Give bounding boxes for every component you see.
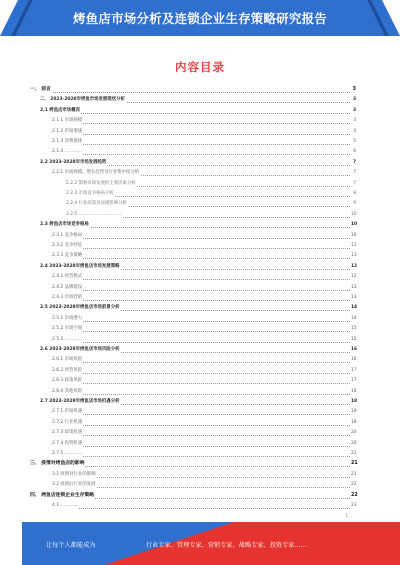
toc-entry-page: 21 [351,451,357,456]
toc-entry-page: 12 [351,274,357,280]
toc-leader-dots [52,238,350,239]
toc-entry-label: 4.1 ………… [52,503,78,508]
toc-entry-label: 2.7.5 ………… [52,451,83,456]
toc-leader-dots [52,435,350,436]
toc-leader-dots [52,414,350,415]
toc-entry[interactable] [30,252,356,260]
toc-entry[interactable] [30,336,356,344]
toc-entry-label: 2.6.3 政策风险 [52,378,83,384]
toc-entry[interactable] [30,128,356,136]
toc-entry-page: 16 [351,347,358,352]
toc-entry[interactable] [30,263,356,271]
toc-entry-page: 10 [351,232,357,238]
toc-entry-label: 四、 烤鱼店连锁企业生存策略 [30,492,95,498]
toc-entry[interactable] [30,294,356,302]
toc-entry[interactable] [30,481,356,489]
toc-entry-label: 2.7.4 投资机遇 [52,440,83,446]
toc-leader-dots [52,342,350,343]
toc-entry-label: 2.1.1 市场规模 [52,118,83,124]
toc-entry[interactable] [30,450,356,458]
toc-leader-dots [52,508,350,509]
toc-entry-label: 3.1 疫情对行业的影响 [52,471,96,477]
toc-entry-page: 14 [351,305,358,311]
toc-entry-page: 4 [351,128,356,136]
toc-entry[interactable] [30,232,356,240]
toc-entry-page: 7 [351,180,356,188]
toc-entry[interactable] [30,221,356,229]
toc-entry-label: 2.2.5 ………………………… [66,211,123,217]
header-right-cut [382,0,400,36]
footer-slogan-left: 让每个人都能成为 [46,542,96,549]
toc-entry-page: 16 [351,357,357,363]
toc-entry-page: 17 [351,367,357,373]
toc-leader-dots [52,425,350,426]
toc-entry-page: 17 [351,378,357,384]
toc-entry[interactable] [30,148,356,156]
toc-entry-label: 2.1.4 ………… [52,149,83,155]
toc-entry-label: 2.6 2023-2028年烤鱼店市场风险分析 [40,347,120,352]
toc-leader-dots [52,290,350,291]
toc-entry-page: 23 [351,503,357,508]
toc-leader-dots [52,477,350,478]
toc-entry-label: 2.7.1 市场机遇 [52,409,83,415]
toc-entry-label: 3.2 疫情后行业的发展 [52,482,96,488]
toc-entry-label: 二、 2023-2028年烤鱼市场发展现状分析 [40,97,125,103]
toc-entry-label: 2.1.3 消费群体 [52,139,83,144]
toc-entry-label: 2.5.2 市场空间 [52,326,83,332]
toc-entry-page: 11 [351,253,357,259]
toc-entry-page: 13 [351,295,357,300]
toc-leader-dots [52,373,350,374]
toc-entry-page: 18 [351,399,358,404]
toc-entry-label: 2.1 烤鱼店市场概况 [40,107,81,113]
toc-entry-page: 3 [351,117,356,125]
toc-entry-page: 7 [351,169,356,177]
toc-leader-dots [52,487,350,488]
toc-entry-page: 22 [351,492,358,498]
toc-entry-page: 5 [351,138,356,146]
toc-entry-page: 8 [351,190,356,198]
toc-entry[interactable] [30,284,356,292]
toc-entry-page: 18 [351,388,357,394]
toc-entry[interactable] [30,460,356,468]
toc-entry-page: 11 [351,243,357,248]
toc-leader-dots [52,394,350,395]
toc-entry-page: 10 [351,211,357,217]
toc-leader-dots [52,446,350,447]
toc-entry[interactable] [30,273,356,281]
toc-entry[interactable] [30,325,356,333]
toc-entry-page: 3 [352,87,356,92]
toc-entry-page: 10 [351,222,358,228]
toc-entry-label: 2.4.1 经营模式 [52,274,83,280]
toc-entry[interactable] [30,304,356,312]
toc-entry-label: 2.3.3 竞争策略 [52,253,83,259]
toc-entry-label: 2.6.2 经营风险 [52,367,83,373]
toc-entry-label: 2.7 2023-2028年烤鱼店市场机遇分析 [40,399,120,404]
footer-slogan-right: 行业专家、管理专家、营销专家、战略专家、投资专家…… [146,542,307,549]
toc-leader-dots [52,362,350,363]
toc-entry[interactable] [30,190,356,198]
toc-entry-page: 14 [351,315,357,321]
toc-entry-label: 2.4.3 市场营销 [52,295,83,300]
toc-entry[interactable] [30,492,356,500]
toc-entry-label: 2.3 烤鱼店市场竞争格局 [40,222,89,228]
toc-entry-label: 2.5.3 ………… [52,336,83,342]
toc-entry-label: 2.1.2 市场增速 [52,128,83,134]
toc-entry-page: 21 [351,461,358,467]
toc-entry-label: 2.4 2023-2028年烤鱼店市场发展策略 [40,263,120,269]
toc-entry[interactable] [30,398,356,406]
toc-entry-page: 15 [351,336,357,342]
toc-entry[interactable] [30,315,356,323]
toc-entry-page: 3 [352,107,356,113]
toc-entry[interactable] [30,367,356,375]
toc-entry[interactable] [30,107,356,115]
toc-leader-dots [52,134,350,135]
toc-entry-label: 一、 前言 [30,87,51,92]
toc-leader-dots [52,154,350,155]
toc-entry[interactable] [30,169,356,177]
toc-entry[interactable] [30,502,356,510]
toc-entry[interactable] [30,408,356,416]
table-of-contents [30,86,356,514]
report-header [0,0,400,36]
toc-entry[interactable] [30,211,356,219]
toc-entry-label: 2.3.1 竞争格局 [52,232,83,238]
toc-entry-label: 2.2.1 市场规模、增长趋势及行业集中度分析 [52,170,140,176]
toc-leader-dots [52,279,350,280]
toc-entry[interactable] [30,377,356,385]
toc-entry-page: 6 [351,148,356,156]
toc-entry[interactable] [30,471,356,479]
toc-entry[interactable] [30,242,356,250]
toc-entry-page: 19 [351,419,357,425]
toc-entry-label: 2.6.4 其他风险 [52,388,83,394]
toc-entry-page: 13 [351,284,357,290]
toc-heading: 内容目录 [175,60,225,74]
toc-leader-dots [52,144,350,145]
toc-entry-page: 9 [351,200,356,208]
toc-leader-dots [52,248,350,249]
toc-entry[interactable] [30,138,356,146]
toc-entry[interactable] [30,86,356,94]
toc-entry-page: 22 [351,482,357,488]
toc-entry-label: 三、 疫情对烤鱼店的影响 [30,461,85,467]
toc-entry[interactable] [30,159,356,167]
toc-leader-dots [52,123,350,124]
toc-entry-page: 7 [352,159,356,165]
toc-entry[interactable] [30,117,356,125]
toc-entry[interactable] [30,440,356,448]
toc-entry[interactable] [30,180,356,188]
toc-entry-label: 2.5 2023-2028年烤鱼店市场前景分析 [40,305,120,311]
toc-entry-label: 2.2.3 市场竞争格局分析 [66,191,114,196]
toc-leader-dots [52,456,350,457]
toc-entry-label: 2.3.2 竞争特征 [52,243,83,248]
toc-leader-dots [40,113,350,114]
toc-leader-dots [30,92,350,93]
toc-entry-label: 2.5.1 市场潜力 [52,315,83,321]
toc-entry-label: 2.2 2023-2028年市场发展趋势 [40,159,107,165]
toc-entry[interactable] [30,200,356,208]
toc-entry-page: 12 [351,263,358,269]
toc-entry[interactable] [30,96,356,104]
toc-entry-label: 2.7.2 行业机遇 [52,419,83,425]
toc-entry-label: 2.7.3 政策机遇 [52,430,83,436]
footer-white-strip [0,522,22,565]
toc-entry[interactable] [30,346,356,354]
toc-entry-label: 2.4.2 品牌建设 [52,284,83,290]
toc-entry-page: 20 [351,430,357,436]
toc-entry-page: 19 [351,409,357,415]
page-number: 1 [345,513,348,518]
toc-leader-dots [52,258,350,259]
toc-entry[interactable] [30,429,356,437]
toc-entry-label: 2.2.2 影响市场发展的主要因素分析 [66,180,136,186]
toc-entry-label: 2.2.4 行业政策及法规影响分析 [66,201,127,207]
toc-entry-page: 21 [351,471,357,477]
toc-entry-page: 20 [351,440,357,446]
toc-entry-page: 3 [352,97,356,103]
report-title: 烤鱼店市场分析及连锁企业生存策略研究报告 [72,11,327,26]
toc-entry-label: 2.6.1 市场风险 [52,357,83,363]
toc-leader-dots [52,331,350,332]
footer-banner [0,522,400,565]
toc-leader-dots [52,321,350,322]
toc-entry[interactable] [30,419,356,427]
toc-leader-dots [52,383,350,384]
toc-entry[interactable] [30,356,356,364]
toc-entry[interactable] [30,388,356,396]
toc-entry-page: 15 [351,326,357,332]
toc-leader-dots [52,300,350,301]
